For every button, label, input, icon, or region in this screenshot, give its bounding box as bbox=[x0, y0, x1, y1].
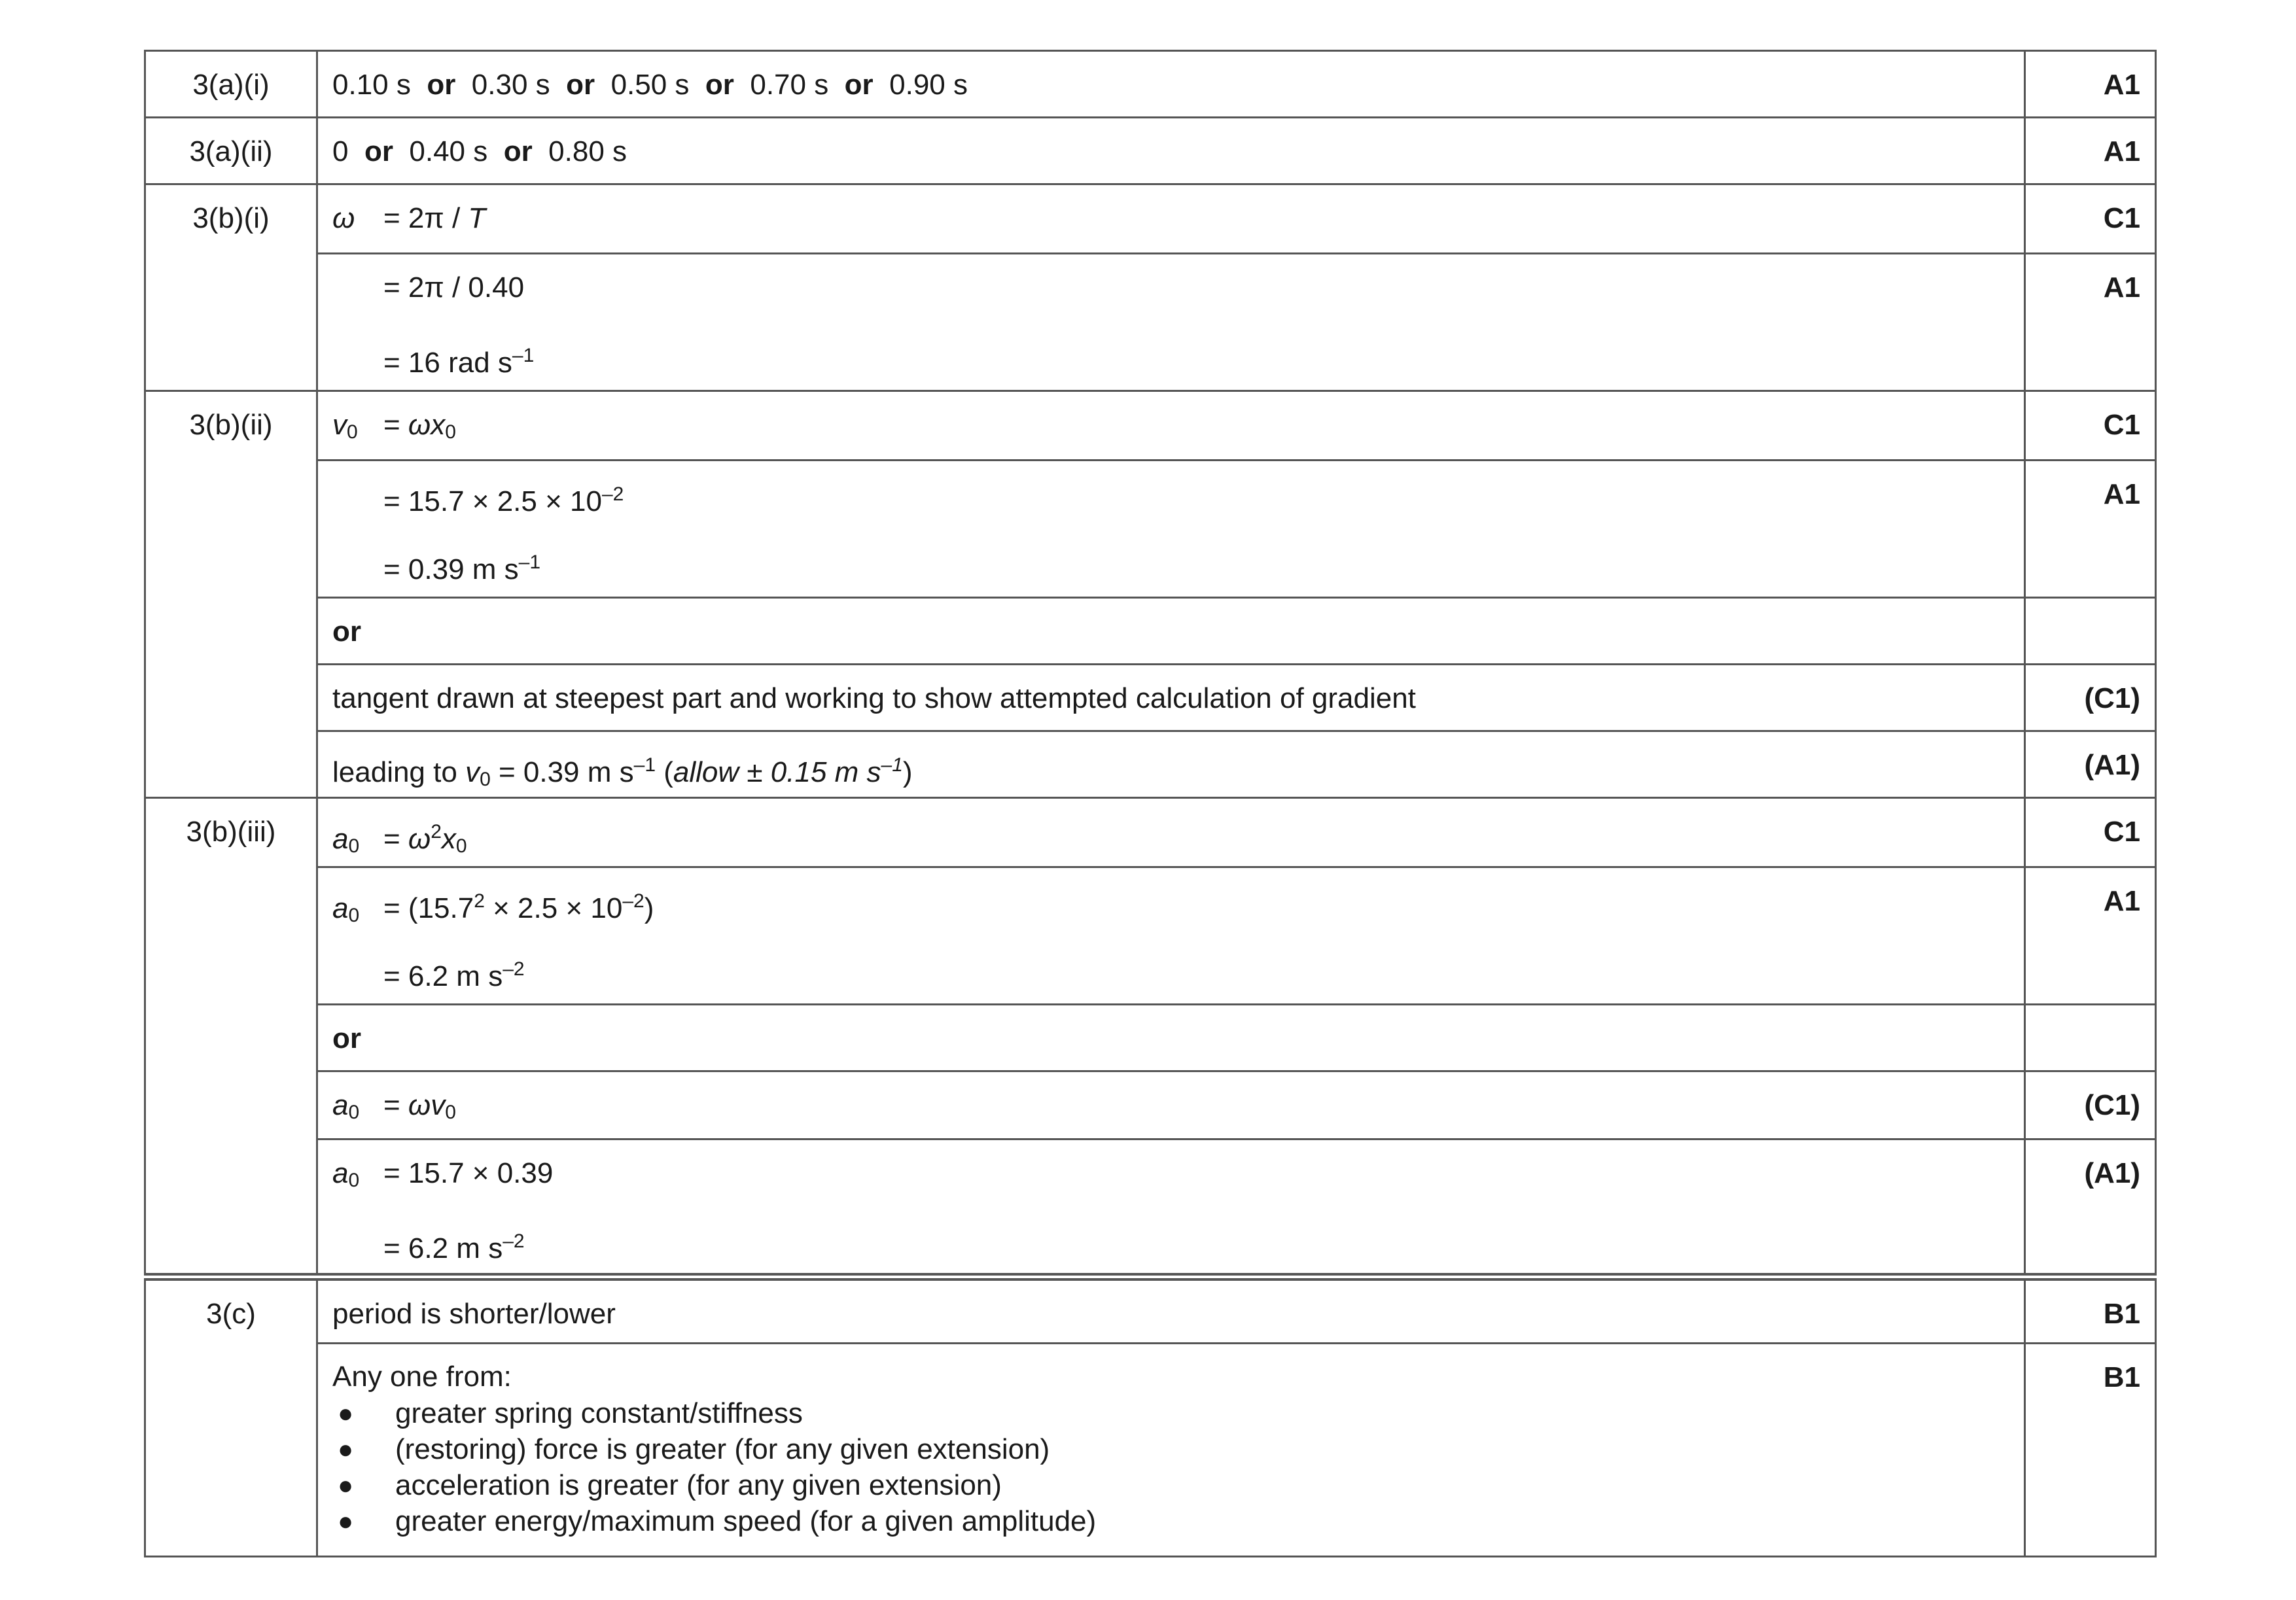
bullet-text: greater energy/maximum speed (for a given amplitude) bbox=[395, 1504, 1097, 1537]
bullet-icon: ● bbox=[338, 1470, 354, 1500]
table-row bbox=[145, 51, 2156, 118]
answer-text: 0.80 s bbox=[548, 135, 627, 167]
answer-text: ( bbox=[656, 756, 673, 788]
equation-text: = bbox=[383, 1089, 408, 1121]
answer-text: 0 bbox=[332, 135, 349, 167]
question-number: 3(b)(iii) bbox=[145, 798, 317, 1277]
mark-cell: B1 bbox=[2025, 1344, 2156, 1557]
answer-cell bbox=[317, 118, 2025, 184]
mark-cell: C1 bbox=[2025, 391, 2156, 461]
answer-cell: period is shorter/lower bbox=[317, 1277, 2025, 1344]
omega-symbol: ω bbox=[408, 409, 431, 441]
table-row bbox=[145, 184, 2156, 254]
table-row bbox=[145, 1344, 2156, 1557]
omega-symbol: ω bbox=[408, 1089, 431, 1121]
table-row bbox=[145, 665, 2156, 731]
equation-text: = 15.7 × 0.39 bbox=[383, 1157, 554, 1189]
list-item bbox=[332, 1467, 2009, 1503]
mark-cell: (C1) bbox=[2025, 1071, 2156, 1139]
answer-cell bbox=[317, 798, 2025, 867]
equation-text: = 6.2 m s bbox=[383, 960, 503, 992]
answer-cell bbox=[317, 731, 2025, 798]
mark-cell: (A1) bbox=[2025, 1139, 2156, 1277]
mark-cell: A1 bbox=[2025, 461, 2156, 598]
exponent: 2 bbox=[474, 890, 485, 912]
subscript: 0 bbox=[455, 835, 467, 857]
exponent: –2 bbox=[503, 958, 525, 980]
subscript: 0 bbox=[348, 835, 360, 857]
acceleration-symbol: a bbox=[332, 1157, 349, 1189]
subscript: 0 bbox=[348, 905, 360, 926]
or-word: or bbox=[566, 69, 595, 101]
mark-cell bbox=[2025, 1005, 2156, 1071]
acceleration-symbol: a bbox=[332, 892, 349, 924]
answer-cell bbox=[317, 254, 2025, 391]
or-word: or bbox=[364, 135, 393, 167]
question-number: 3(a)(ii) bbox=[145, 118, 317, 184]
bullet-text: acceleration is greater (for any given extension) bbox=[395, 1469, 1002, 1501]
table-row bbox=[145, 867, 2156, 1005]
list-item bbox=[332, 1395, 2009, 1431]
equation-text: = 2π / 0.40 bbox=[383, 271, 525, 304]
table-row bbox=[145, 1139, 2156, 1277]
answer-cell: tangent drawn at steepest part and working to show attempted calculation of gradient bbox=[317, 665, 2025, 731]
mark-cell: A1 bbox=[2025, 51, 2156, 118]
subscript: 0 bbox=[348, 1102, 360, 1123]
exponent: –1 bbox=[512, 345, 535, 366]
answer-cell bbox=[317, 1344, 2025, 1557]
table-row bbox=[145, 461, 2156, 598]
equation-text: = 15.7 × 2.5 × 10 bbox=[383, 485, 602, 517]
question-number: 3(c) bbox=[145, 1277, 317, 1557]
table-row bbox=[145, 1277, 2156, 1344]
exponent: –1 bbox=[633, 754, 656, 776]
equation-text: = 6.2 m s bbox=[383, 1232, 503, 1264]
equation-text: = (15.7 bbox=[383, 892, 474, 924]
allowance-text: allow ± 0.15 m s bbox=[673, 756, 881, 788]
answer-text: 0.90 s bbox=[889, 69, 968, 101]
or-word: or bbox=[427, 69, 456, 101]
bullet-icon: ● bbox=[338, 1435, 354, 1464]
answer-cell bbox=[317, 184, 2025, 254]
answer-cell bbox=[317, 1139, 2025, 1277]
equation-text: ) bbox=[644, 892, 654, 924]
mark-cell: C1 bbox=[2025, 184, 2156, 254]
table-row bbox=[145, 118, 2156, 184]
answer-cell bbox=[317, 1071, 2025, 1139]
answer-cell bbox=[317, 867, 2025, 1005]
subscript: 0 bbox=[480, 769, 491, 790]
mark-cell: (A1) bbox=[2025, 731, 2156, 798]
equation-text: = bbox=[383, 823, 408, 855]
mark-cell: C1 bbox=[2025, 798, 2156, 867]
mark-cell bbox=[2025, 598, 2156, 665]
question-number: 3(a)(i) bbox=[145, 51, 317, 118]
equation-text: = 0.39 m s bbox=[383, 553, 519, 585]
equation-text: = 2π / bbox=[383, 202, 468, 234]
mark-cell: A1 bbox=[2025, 254, 2156, 391]
equation-text: × 2.5 × 10 bbox=[484, 892, 623, 924]
table-row bbox=[145, 1071, 2156, 1139]
mark-cell: A1 bbox=[2025, 867, 2156, 1005]
velocity-symbol: v bbox=[332, 409, 347, 441]
acceleration-symbol: a bbox=[332, 1089, 349, 1121]
answer-text: 0.30 s bbox=[471, 69, 550, 101]
exponent: 2 bbox=[431, 821, 442, 843]
amplitude-symbol: x bbox=[441, 823, 456, 855]
bullet-text: greater spring constant/stiffness bbox=[395, 1397, 803, 1429]
exponent: –1 bbox=[881, 754, 903, 776]
answer-text: 0.70 s bbox=[750, 69, 829, 101]
answer-text: 0.50 s bbox=[610, 69, 690, 101]
table-row bbox=[145, 598, 2156, 665]
list-intro: Any one from: bbox=[332, 1361, 512, 1393]
period-symbol: T bbox=[468, 202, 486, 234]
mark-cell: (C1) bbox=[2025, 665, 2156, 731]
answer-text: 0.10 s bbox=[332, 69, 411, 101]
exponent: –2 bbox=[503, 1230, 525, 1252]
or-word: or bbox=[317, 1005, 2025, 1071]
table-row bbox=[145, 254, 2156, 391]
answer-text: = 0.39 m s bbox=[490, 756, 634, 788]
subscript: 0 bbox=[348, 1170, 360, 1191]
table-row bbox=[145, 798, 2156, 867]
answer-cell bbox=[317, 391, 2025, 461]
table-row bbox=[145, 731, 2156, 798]
list-item bbox=[332, 1503, 2009, 1539]
velocity-symbol: v bbox=[431, 1089, 446, 1121]
question-number: 3(b)(ii) bbox=[145, 391, 317, 798]
answer-text: leading to bbox=[332, 756, 466, 788]
or-word: or bbox=[503, 135, 533, 167]
mark-cell: A1 bbox=[2025, 118, 2156, 184]
omega-symbol: ω bbox=[332, 202, 355, 234]
list-item bbox=[332, 1431, 2009, 1467]
mark-cell: B1 bbox=[2025, 1277, 2156, 1344]
equation-text: = 16 rad s bbox=[383, 347, 512, 379]
or-word: or bbox=[317, 598, 2025, 665]
answer-cell bbox=[317, 51, 2025, 118]
answer-cell bbox=[317, 461, 2025, 598]
exponent: –2 bbox=[601, 483, 624, 505]
mark-scheme-table bbox=[144, 50, 2157, 1557]
omega-symbol: ω bbox=[408, 823, 431, 855]
question-number: 3(b)(i) bbox=[145, 184, 317, 391]
subscript: 0 bbox=[445, 1102, 456, 1123]
bullet-icon: ● bbox=[338, 1506, 354, 1536]
subscript: 0 bbox=[445, 421, 456, 443]
acceleration-symbol: a bbox=[332, 823, 349, 855]
subscript: 0 bbox=[347, 421, 358, 443]
exponent: –2 bbox=[622, 890, 645, 912]
answer-text: ) bbox=[902, 756, 913, 788]
table-row bbox=[145, 1005, 2156, 1071]
or-word: or bbox=[844, 69, 874, 101]
equation-text: = bbox=[383, 409, 408, 441]
velocity-symbol: v bbox=[465, 756, 480, 788]
table-row bbox=[145, 391, 2156, 461]
or-word: or bbox=[705, 69, 734, 101]
amplitude-symbol: x bbox=[431, 409, 446, 441]
bullet-icon: ● bbox=[338, 1399, 354, 1428]
exponent: –1 bbox=[518, 551, 541, 573]
bullet-text: (restoring) force is greater (for any given extension) bbox=[395, 1433, 1050, 1465]
answer-text: 0.40 s bbox=[409, 135, 488, 167]
